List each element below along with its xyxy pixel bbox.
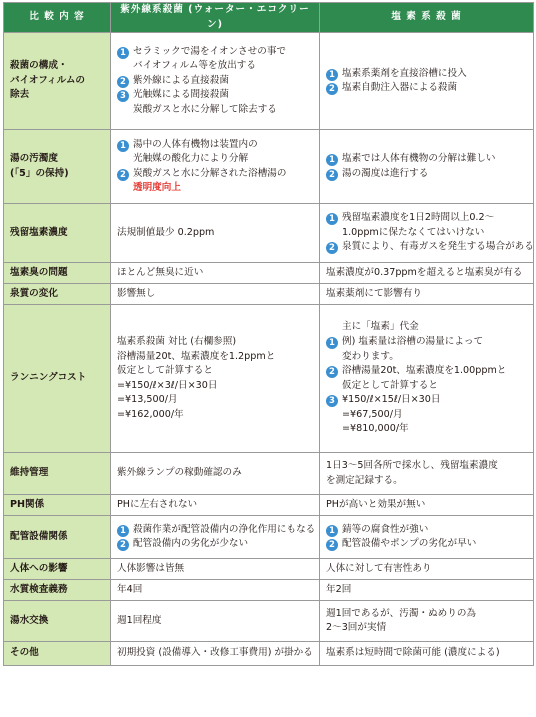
- table-row: [4, 284, 534, 305]
- cell-text: 殺菌作業が配管設備内の浄化作用にもなる: [133, 523, 316, 535]
- number-badge-icon: 1: [326, 525, 338, 537]
- cell-line: [326, 422, 527, 437]
- highlight-text: 透明度向上: [133, 182, 181, 194]
- cell-line: [117, 408, 313, 423]
- chlorine-cell: [320, 601, 534, 642]
- cell-text: 配管設備内の劣化が少ない: [133, 538, 249, 550]
- cell-text: 配管設備やポンプの劣化が早い: [342, 538, 477, 550]
- table-row: [4, 580, 534, 601]
- cell-line: [117, 152, 313, 167]
- row-label-line: 残留塩素濃度: [10, 226, 68, 238]
- cell-line: [326, 583, 527, 598]
- uv-cell: [111, 204, 320, 263]
- cell-line: [326, 335, 527, 350]
- cell-text: 週1回であるが、汚濁・ぬめりの為: [326, 607, 477, 619]
- chlorine-cell: [320, 453, 534, 495]
- cell-text: 塩素系殺菌 対比 (右欄参照): [117, 335, 237, 347]
- cell-line: [326, 320, 527, 335]
- cell-line: [117, 393, 313, 408]
- row-label: [4, 263, 111, 284]
- row-label-line: ランニングコスト: [10, 372, 87, 384]
- table-row: [4, 305, 534, 453]
- row-label-line: 殺菌の構成・: [10, 60, 68, 72]
- cell-text: 年2回: [326, 583, 352, 595]
- cell-text: 変わります。: [342, 350, 399, 362]
- uv-cell: [111, 495, 320, 516]
- uv-cell: [111, 263, 320, 284]
- cell-text: 2〜3回が実情: [326, 622, 387, 634]
- chlorine-cell: [320, 204, 534, 263]
- number-badge-icon: 2: [117, 539, 129, 551]
- cell-line: [117, 335, 313, 350]
- cell-text: 仮定として計算すると: [117, 365, 213, 377]
- cell-text: 例) 塩素量は浴槽の湯量によって: [342, 335, 484, 347]
- cell-line: [326, 607, 527, 622]
- number-badge-icon: 1: [326, 69, 338, 81]
- uv-cell: [111, 580, 320, 601]
- uv-cell: [111, 516, 320, 559]
- number-badge-icon: 1: [117, 47, 129, 59]
- cell-line: [117, 466, 313, 481]
- cell-text: を測定記録する。: [326, 474, 403, 486]
- row-label: [4, 130, 111, 204]
- cell-text: 塩素系は短時間で除菌可能 (濃度による): [326, 647, 500, 659]
- row-label-line: 泉質の変化: [10, 287, 58, 299]
- row-label: [4, 580, 111, 601]
- cell-line: [117, 88, 313, 103]
- uv-cell: [111, 559, 320, 580]
- cell-text: 塩素では人体有機物の分解は難しい: [342, 153, 496, 165]
- cell-line: [326, 240, 534, 255]
- cell-line: [117, 266, 313, 281]
- uv-cell: [111, 130, 320, 204]
- cell-text: 塩素薬剤にて影響有り: [326, 287, 422, 299]
- cell-text: 1日3〜5回各所で採水し、残留塩素濃度: [326, 460, 498, 472]
- number-badge-icon: 3: [117, 90, 129, 102]
- cell-line: [326, 67, 527, 82]
- cell-text: 主に「塩素」代金: [342, 321, 419, 333]
- cell-line: [117, 167, 313, 182]
- cell-text: 法規制値最少 0.2ppm: [117, 226, 215, 238]
- cell-line: [117, 59, 313, 74]
- number-badge-icon: 1: [117, 140, 129, 152]
- cell-line: [326, 474, 527, 489]
- table-row: [4, 453, 534, 495]
- chlorine-cell: [320, 33, 534, 130]
- cell-line: [326, 266, 527, 281]
- cell-line: [326, 211, 527, 226]
- cell-line: [117, 379, 313, 394]
- cell-line: [117, 562, 313, 577]
- cell-text: 光触媒による間接殺菌: [133, 89, 229, 101]
- cell-text: 影響無し: [117, 287, 156, 299]
- cell-line: [326, 459, 527, 474]
- cell-text: 残留塩素濃度を1日2時間以上0.2〜: [342, 212, 495, 224]
- row-label: [4, 453, 111, 495]
- header-compare: 比 較 内 容: [4, 3, 111, 33]
- cell-line: [326, 379, 527, 394]
- cell-line: [117, 537, 313, 552]
- table-row: [4, 263, 534, 284]
- cell-text: 初期投資 (設備導入・改修工事費用) が掛かる: [117, 647, 313, 659]
- cell-line: [326, 523, 527, 538]
- cell-text: 人体に対して有害性あり: [326, 562, 432, 574]
- row-label: [4, 305, 111, 453]
- header-row: [4, 3, 534, 33]
- row-label: [4, 33, 111, 130]
- cell-text: 塩素自動注入器による殺菌: [342, 82, 458, 94]
- row-label-line: その他: [10, 647, 39, 659]
- row-label-line: (「5」の保持): [10, 167, 69, 179]
- number-badge-icon: 2: [117, 169, 129, 181]
- row-label-line: 塩素臭の問題: [10, 266, 68, 278]
- cell-text: 湯中の人体有機物は装置内の: [133, 138, 258, 150]
- cell-text: 人体影響は皆無: [117, 562, 185, 574]
- chlorine-cell: [320, 642, 534, 666]
- number-badge-icon: 2: [326, 169, 338, 181]
- comparison-table: [3, 2, 534, 666]
- table-row: [4, 516, 534, 559]
- cell-line: [326, 498, 527, 513]
- row-label-line: PH関係: [10, 498, 45, 510]
- cell-line: [326, 226, 527, 241]
- cell-text: 週1回程度: [117, 614, 162, 626]
- cell-text: バイオフィルム等を放出する: [133, 60, 256, 72]
- row-label: [4, 559, 111, 580]
- uv-cell: [111, 284, 320, 305]
- table-row: [4, 559, 534, 580]
- cell-line: [117, 350, 313, 365]
- number-badge-icon: 1: [117, 525, 129, 537]
- chlorine-cell: [320, 559, 534, 580]
- cell-text: 錆等の腐食性が強い: [342, 523, 429, 535]
- cell-text: =¥150/ℓ×3ℓ/日×30日: [117, 379, 218, 391]
- cell-line: [117, 226, 313, 241]
- uv-cell: [111, 601, 320, 642]
- chlorine-cell: [320, 516, 534, 559]
- row-label-line: 除去: [10, 89, 30, 101]
- cell-line: [117, 103, 313, 118]
- table-row: [4, 495, 534, 516]
- chlorine-cell: [320, 580, 534, 601]
- cell-text: 塩素濃度が0.37ppmを超えると塩素臭が有る: [326, 266, 523, 278]
- cell-text: =¥67,500/月: [342, 408, 403, 420]
- number-badge-icon: 3: [326, 395, 338, 407]
- cell-text: ¥150/ℓ×15ℓ/日×30日: [342, 394, 441, 406]
- header-chlorine: 塩 素 系 殺 菌: [320, 3, 534, 33]
- cell-line: [326, 393, 527, 408]
- row-label: [4, 284, 111, 305]
- row-label-line: 水質検査義務: [10, 583, 68, 595]
- cell-text: 紫外線ランプの稼動確認のみ: [117, 467, 242, 479]
- number-badge-icon: 2: [326, 539, 338, 551]
- cell-line: [117, 181, 313, 196]
- number-badge-icon: 2: [326, 83, 338, 95]
- cell-line: [326, 646, 527, 661]
- table-row: [4, 601, 534, 642]
- cell-line: [326, 152, 527, 167]
- cell-text: 年4回: [117, 583, 143, 595]
- cell-line: [326, 350, 527, 365]
- cell-line: [117, 364, 313, 379]
- cell-line: [117, 138, 313, 153]
- table-row: [4, 642, 534, 666]
- chlorine-cell: [320, 495, 534, 516]
- cell-text: =¥810,000/年: [342, 423, 409, 435]
- table-row: [4, 130, 534, 204]
- row-label-line: 配管設備関係: [10, 530, 68, 542]
- cell-text: 炭酸ガスと水に分解された浴槽湯の: [133, 167, 287, 179]
- table-body: [4, 33, 534, 666]
- row-label: [4, 495, 111, 516]
- chlorine-cell: [320, 284, 534, 305]
- uv-cell: [111, 33, 320, 130]
- row-label: [4, 601, 111, 642]
- cell-line: [326, 408, 527, 423]
- cell-text: PHに左右されない: [117, 498, 198, 510]
- uv-cell: [111, 305, 320, 453]
- cell-line: [326, 167, 527, 182]
- number-badge-icon: 1: [326, 213, 338, 225]
- table-row: [4, 33, 534, 130]
- chlorine-cell: [320, 130, 534, 204]
- cell-line: [117, 498, 313, 513]
- row-label-line: バイオフィルムの: [10, 74, 86, 86]
- cell-text: 浴槽湯量20t、塩素濃度を1.00ppmと: [342, 365, 507, 377]
- cell-line: [326, 364, 527, 379]
- cell-text: 仮定として計算すると: [342, 379, 438, 391]
- cell-text: 光触媒の酸化力により分解: [133, 153, 249, 165]
- cell-line: [326, 537, 527, 552]
- cell-text: PHが高いと効果が無い: [326, 498, 426, 510]
- row-label: [4, 642, 111, 666]
- cell-text: 炭酸ガスと水に分解して除去する: [133, 104, 277, 116]
- row-label: [4, 204, 111, 263]
- cell-line: [117, 287, 313, 302]
- cell-text: 塩素系薬剤を直接浴槽に投入: [342, 67, 467, 79]
- number-badge-icon: 2: [117, 76, 129, 88]
- cell-text: ほとんど無臭に近い: [117, 266, 204, 278]
- chlorine-cell: [320, 263, 534, 284]
- chlorine-cell: [320, 305, 534, 453]
- number-badge-icon: 1: [326, 154, 338, 166]
- cell-text: =¥162,000/年: [117, 408, 184, 420]
- cell-line: [117, 646, 313, 661]
- row-label-line: 湯水交換: [10, 614, 49, 626]
- table-row: [4, 204, 534, 263]
- uv-cell: [111, 642, 320, 666]
- cell-line: [117, 614, 313, 629]
- row-label-line: 湯の汚濁度: [10, 153, 58, 165]
- cell-text: =¥13,500/月: [117, 394, 178, 406]
- cell-line: [326, 621, 527, 636]
- cell-text: 1.0ppmに保たなくてはいけない: [342, 226, 485, 238]
- row-label-line: 維持管理: [10, 467, 49, 479]
- cell-text: 紫外線による直接殺菌: [133, 74, 229, 86]
- row-label-line: 人体への影響: [10, 562, 68, 574]
- header-uv: 紫外線系殺菌 (ウォーター・エコクリーン): [111, 3, 320, 33]
- cell-text: 浴槽湯量20t、塩素濃度を1.2ppmと: [117, 350, 276, 362]
- number-badge-icon: 1: [326, 337, 338, 349]
- row-label: [4, 516, 111, 559]
- cell-text: セラミックで湯をイオンさせの事で: [133, 45, 287, 57]
- cell-line: [326, 81, 527, 96]
- cell-line: [117, 45, 313, 60]
- cell-line: [117, 583, 313, 598]
- cell-line: [117, 523, 316, 538]
- number-badge-icon: 2: [326, 366, 338, 378]
- cell-text: 湯の濁度は進行する: [342, 167, 429, 179]
- cell-line: [326, 562, 527, 577]
- uv-cell: [111, 453, 320, 495]
- cell-text: 泉質により、有毒ガスを発生する場合がある: [342, 241, 534, 253]
- cell-line: [117, 74, 313, 89]
- cell-line: [326, 287, 527, 302]
- number-badge-icon: 2: [326, 242, 338, 254]
